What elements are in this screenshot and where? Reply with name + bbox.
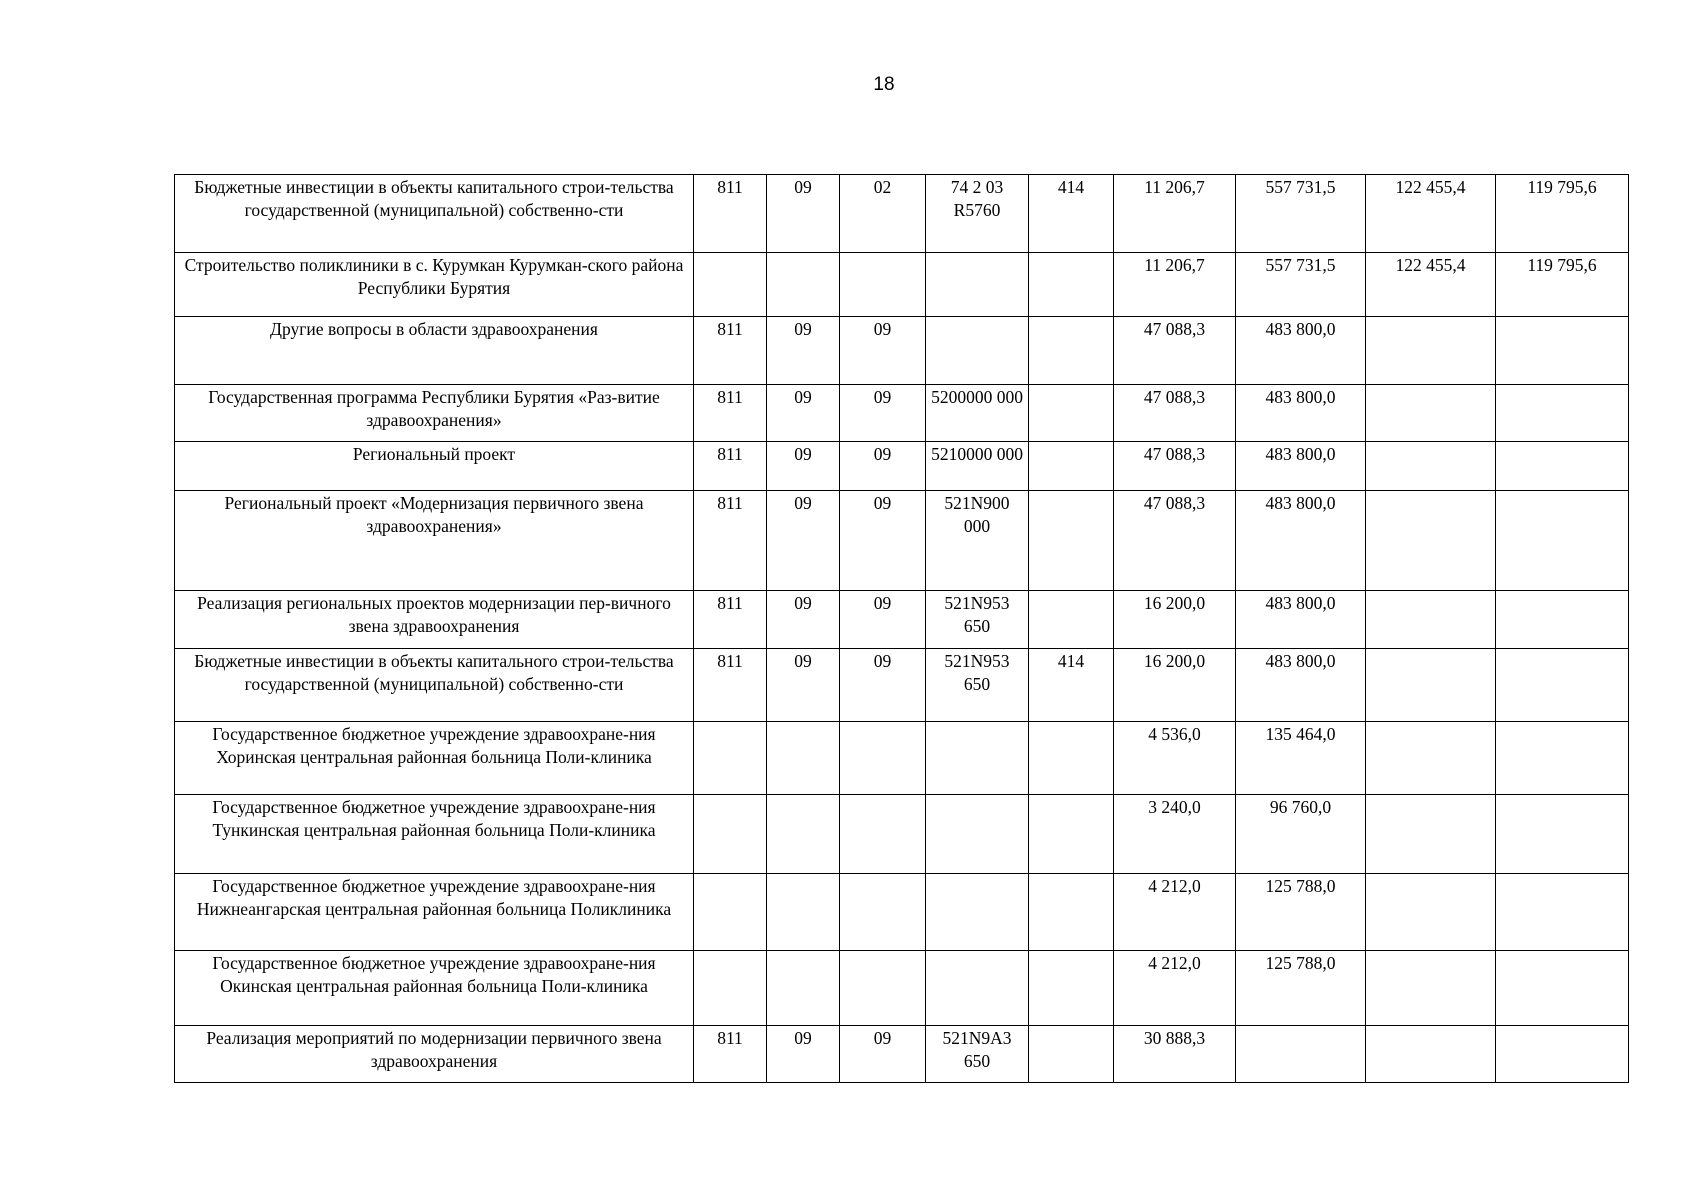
amount-3-cell bbox=[1366, 1026, 1496, 1083]
subsection-cell: 09 bbox=[840, 649, 926, 722]
target-article-cell bbox=[926, 874, 1029, 951]
expense-type-cell bbox=[1029, 951, 1114, 1026]
section-cell: 09 bbox=[767, 442, 840, 491]
row-name-cell: Государственное бюджетное учреждение здравоохране-ния Нижнеангарская центральная районная больница Поликлиника bbox=[175, 874, 694, 951]
target-article-cell: 5210000 000 bbox=[926, 442, 1029, 491]
row-name-cell: Государственное бюджетное учреждение здравоохране-ния Хоринская центральная районная больница Поли-клиника bbox=[175, 722, 694, 795]
amount-4-cell bbox=[1496, 1026, 1629, 1083]
target-article-cell: 521N953 650 bbox=[926, 649, 1029, 722]
table-row bbox=[175, 1026, 1629, 1083]
expense-type-cell: 414 bbox=[1029, 175, 1114, 253]
subsection-cell: 09 bbox=[840, 317, 926, 385]
grbs-cell: 811 bbox=[694, 385, 767, 442]
row-name-cell: Реализация мероприятий по модернизации первичного звена здравоохранения bbox=[175, 1026, 694, 1083]
grbs-cell: 811 bbox=[694, 491, 767, 591]
target-article-cell bbox=[926, 317, 1029, 385]
amount-2-cell bbox=[1236, 1026, 1366, 1083]
expense-type-cell bbox=[1029, 1026, 1114, 1083]
amount-4-cell bbox=[1496, 951, 1629, 1026]
amount-2-cell: 135 464,0 bbox=[1236, 722, 1366, 795]
amount-4-cell bbox=[1496, 591, 1629, 649]
amount-2-cell: 96 760,0 bbox=[1236, 795, 1366, 874]
target-article-cell bbox=[926, 253, 1029, 317]
amount-3-cell bbox=[1366, 317, 1496, 385]
row-name-cell: Государственная программа Республики Бурятия «Раз-витие здравоохранения» bbox=[175, 385, 694, 442]
section-cell bbox=[767, 253, 840, 317]
expense-type-cell bbox=[1029, 874, 1114, 951]
section-cell: 09 bbox=[767, 591, 840, 649]
amount-1-cell: 3 240,0 bbox=[1114, 795, 1236, 874]
expense-type-cell bbox=[1029, 591, 1114, 649]
amount-4-cell bbox=[1496, 722, 1629, 795]
amount-2-cell: 125 788,0 bbox=[1236, 951, 1366, 1026]
subsection-cell bbox=[840, 951, 926, 1026]
amount-4-cell bbox=[1496, 442, 1629, 491]
section-cell bbox=[767, 722, 840, 795]
amount-2-cell: 483 800,0 bbox=[1236, 649, 1366, 722]
expense-type-cell bbox=[1029, 491, 1114, 591]
row-name-cell: Бюджетные инвестиции в объекты капитального строи-тельства государственной (муниципальной) собственно-сти bbox=[175, 649, 694, 722]
subsection-cell bbox=[840, 874, 926, 951]
table-row bbox=[175, 491, 1629, 591]
table-row bbox=[175, 591, 1629, 649]
amount-4-cell: 119 795,6 bbox=[1496, 175, 1629, 253]
amount-1-cell: 16 200,0 bbox=[1114, 649, 1236, 722]
target-article-cell: 521N900 000 bbox=[926, 491, 1029, 591]
table-row bbox=[175, 795, 1629, 874]
amount-4-cell bbox=[1496, 795, 1629, 874]
subsection-cell bbox=[840, 253, 926, 317]
amount-3-cell: 122 455,4 bbox=[1366, 253, 1496, 317]
amount-3-cell bbox=[1366, 722, 1496, 795]
grbs-cell bbox=[694, 722, 767, 795]
amount-1-cell: 11 206,7 bbox=[1114, 175, 1236, 253]
subsection-cell bbox=[840, 795, 926, 874]
section-cell: 09 bbox=[767, 649, 840, 722]
amount-4-cell bbox=[1496, 385, 1629, 442]
target-article-cell: 74 2 03 R5760 bbox=[926, 175, 1029, 253]
section-cell bbox=[767, 951, 840, 1026]
amount-3-cell bbox=[1366, 591, 1496, 649]
table-row bbox=[175, 175, 1629, 253]
table-row bbox=[175, 874, 1629, 951]
subsection-cell: 09 bbox=[840, 1026, 926, 1083]
amount-2-cell: 557 731,5 bbox=[1236, 175, 1366, 253]
amount-3-cell bbox=[1366, 874, 1496, 951]
row-name-cell: Государственное бюджетное учреждение здравоохране-ния Тункинская центральная районная больница Поли-клиника bbox=[175, 795, 694, 874]
expense-type-cell bbox=[1029, 317, 1114, 385]
grbs-cell bbox=[694, 951, 767, 1026]
amount-1-cell: 47 088,3 bbox=[1114, 442, 1236, 491]
page-number: 18 bbox=[873, 74, 895, 95]
grbs-cell: 811 bbox=[694, 442, 767, 491]
amount-4-cell bbox=[1496, 649, 1629, 722]
row-name-cell: Региональный проект bbox=[175, 442, 694, 491]
subsection-cell: 09 bbox=[840, 591, 926, 649]
grbs-cell: 811 bbox=[694, 317, 767, 385]
amount-2-cell: 557 731,5 bbox=[1236, 253, 1366, 317]
expense-type-cell bbox=[1029, 385, 1114, 442]
amount-2-cell: 483 800,0 bbox=[1236, 317, 1366, 385]
grbs-cell bbox=[694, 874, 767, 951]
grbs-cell: 811 bbox=[694, 1026, 767, 1083]
amount-3-cell: 122 455,4 bbox=[1366, 175, 1496, 253]
amount-4-cell bbox=[1496, 874, 1629, 951]
grbs-cell bbox=[694, 253, 767, 317]
amount-1-cell: 47 088,3 bbox=[1114, 491, 1236, 591]
table-row bbox=[175, 317, 1629, 385]
amount-3-cell bbox=[1366, 385, 1496, 442]
budget-table bbox=[174, 174, 1629, 1083]
table-row bbox=[175, 253, 1629, 317]
amount-3-cell bbox=[1366, 795, 1496, 874]
subsection-cell: 09 bbox=[840, 385, 926, 442]
amount-4-cell bbox=[1496, 317, 1629, 385]
row-name-cell: Бюджетные инвестиции в объекты капитального строи-тельства государственной (муниципальной) собственно-сти bbox=[175, 175, 694, 253]
amount-1-cell: 4 212,0 bbox=[1114, 951, 1236, 1026]
table-body bbox=[175, 175, 1629, 1083]
amount-2-cell: 483 800,0 bbox=[1236, 442, 1366, 491]
amount-4-cell: 119 795,6 bbox=[1496, 253, 1629, 317]
grbs-cell: 811 bbox=[694, 591, 767, 649]
section-cell: 09 bbox=[767, 385, 840, 442]
section-cell bbox=[767, 874, 840, 951]
row-name-cell: Строительство поликлиники в с. Курумкан Курумкан-ского района Республики Бурятия bbox=[175, 253, 694, 317]
amount-2-cell: 483 800,0 bbox=[1236, 385, 1366, 442]
section-cell: 09 bbox=[767, 175, 840, 253]
subsection-cell bbox=[840, 722, 926, 795]
section-cell bbox=[767, 795, 840, 874]
amount-3-cell bbox=[1366, 951, 1496, 1026]
amount-2-cell: 125 788,0 bbox=[1236, 874, 1366, 951]
amount-3-cell bbox=[1366, 442, 1496, 491]
amount-3-cell bbox=[1366, 649, 1496, 722]
expense-type-cell bbox=[1029, 722, 1114, 795]
amount-1-cell: 47 088,3 bbox=[1114, 317, 1236, 385]
target-article-cell bbox=[926, 795, 1029, 874]
target-article-cell bbox=[926, 951, 1029, 1026]
amount-4-cell bbox=[1496, 491, 1629, 591]
target-article-cell: 521N953 650 bbox=[926, 591, 1029, 649]
amount-1-cell: 11 206,7 bbox=[1114, 253, 1236, 317]
row-name-cell: Другие вопросы в области здравоохранения bbox=[175, 317, 694, 385]
amount-1-cell: 47 088,3 bbox=[1114, 385, 1236, 442]
section-cell: 09 bbox=[767, 317, 840, 385]
grbs-cell: 811 bbox=[694, 175, 767, 253]
amount-1-cell: 16 200,0 bbox=[1114, 591, 1236, 649]
section-cell: 09 bbox=[767, 1026, 840, 1083]
table-row bbox=[175, 385, 1629, 442]
target-article-cell: 521N9A3 650 bbox=[926, 1026, 1029, 1083]
table-row bbox=[175, 649, 1629, 722]
grbs-cell: 811 bbox=[694, 649, 767, 722]
section-cell: 09 bbox=[767, 491, 840, 591]
amount-1-cell: 4 536,0 bbox=[1114, 722, 1236, 795]
row-name-cell: Региональный проект «Модернизация первичного звена здравоохранения» bbox=[175, 491, 694, 591]
row-name-cell: Государственное бюджетное учреждение здравоохране-ния Окинская центральная районная больница Поли-клиника bbox=[175, 951, 694, 1026]
amount-1-cell: 4 212,0 bbox=[1114, 874, 1236, 951]
expense-type-cell bbox=[1029, 442, 1114, 491]
row-name-cell: Реализация региональных проектов модернизации пер-вичного звена здравоохранения bbox=[175, 591, 694, 649]
table-row bbox=[175, 442, 1629, 491]
expense-type-cell bbox=[1029, 795, 1114, 874]
table-row bbox=[175, 722, 1629, 795]
amount-2-cell: 483 800,0 bbox=[1236, 491, 1366, 591]
amount-2-cell: 483 800,0 bbox=[1236, 591, 1366, 649]
subsection-cell: 09 bbox=[840, 491, 926, 591]
subsection-cell: 09 bbox=[840, 442, 926, 491]
expense-type-cell bbox=[1029, 253, 1114, 317]
expense-type-cell: 414 bbox=[1029, 649, 1114, 722]
grbs-cell bbox=[694, 795, 767, 874]
target-article-cell bbox=[926, 722, 1029, 795]
amount-3-cell bbox=[1366, 491, 1496, 591]
table-row bbox=[175, 951, 1629, 1026]
target-article-cell: 5200000 000 bbox=[926, 385, 1029, 442]
subsection-cell: 02 bbox=[840, 175, 926, 253]
amount-1-cell: 30 888,3 bbox=[1114, 1026, 1236, 1083]
